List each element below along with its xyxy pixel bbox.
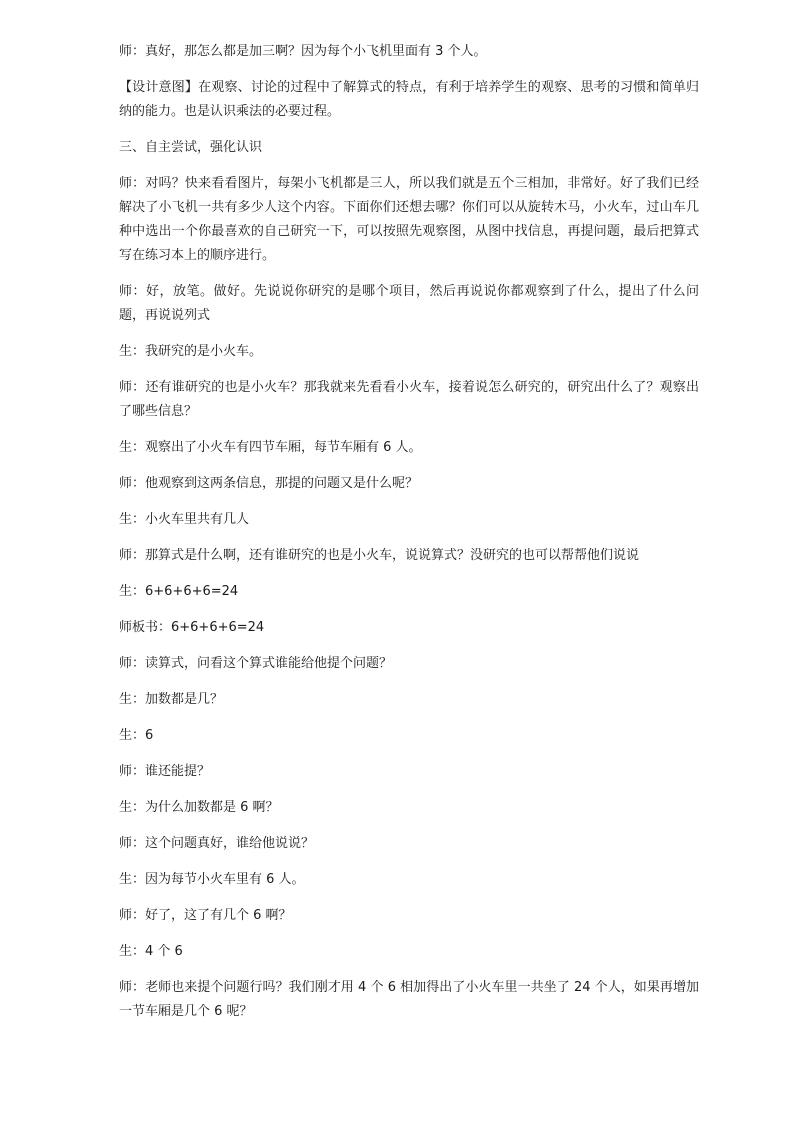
dialogue-line: 生：观察出了小火车有四节车厢，每节车厢有 6 人。 [119, 440, 422, 455]
dialogue-line: 生：因为每节小火车里有 6 人。 [119, 872, 305, 887]
dialogue-line: 生：6 [119, 728, 154, 743]
dialogue-line: 师：对吗？快来看看图片，每架小飞机都是三人，所以我们就是五个三相加，非常好。好了我们已经解决了小飞机一共有多少人这个内容。下面你们还想去哪？你们可以从旋转木马，小火车，过山车几种中选出一个你最喜欢的自己研究一下，可以按照先观察图，从图中找信息，再提问题，最后把算式写在练习本上的顺序进行。 [119, 176, 699, 263]
dialogue-line: 师：读算式，问看这个算式谁能给他提个问题？ [119, 656, 393, 671]
design-intent-paragraph: 【设计意图】在观察、讨论的过程中了解算式的特点，有利于培养学生的观察、思考的习惯和简单归纳的能力。也是认识乘法的必要过程。 [119, 80, 699, 119]
dialogue-line: 师：好，放笔。做好。先说说你研究的是哪个项目，然后再说说你都观察到了什么，提出了什么问题，再说说列式 [119, 284, 699, 323]
section-heading: 三、自主尝试，强化认识 [119, 140, 263, 155]
dialogue-line: 生：我研究的是小火车。 [119, 344, 263, 359]
dialogue-line: 师：好了，这了有几个 6 啊？ [119, 908, 292, 923]
dialogue-line: 师：老师也来提个问题行吗？我们刚才用 4 个 6 相加得出了小火车里一共坐了 24 个人，如果再增加一节车厢是几个 6 呢？ [119, 980, 699, 1019]
document-body [119, 40, 699, 1036]
dialogue-line: 生：小火车里共有几人 [119, 512, 250, 527]
board-writing-line: 师板书：6+6+6+6=24 [119, 620, 265, 635]
dialogue-line: 师：他观察到这两条信息，那提的问题又是什么呢？ [119, 476, 419, 491]
dialogue-line: 师：还有谁研究的也是小火车？那我就来先看看小火车，接着说怎么研究的，研究出什么了？观察出了哪些信息？ [119, 380, 699, 419]
dialogue-line: 生：6+6+6+6=24 [119, 584, 239, 599]
dialogue-line: 师：这个问题真好，谁给他说说？ [119, 836, 315, 851]
dialogue-line: 生：为什么加数都是 6 啊？ [119, 800, 279, 815]
dialogue-line: 生：4 个 6 [119, 944, 183, 959]
dialogue-line: 师：那算式是什么啊，还有谁研究的也是小火车，说说算式？没研究的也可以帮帮他们说说 [119, 548, 640, 563]
dialogue-line: 生：加数都是几？ [119, 692, 224, 707]
dialogue-line: 师：谁还能提？ [119, 764, 211, 779]
dialogue-line: 师：真好，那怎么都是加三啊？因为每个小飞机里面有 3 个人。 [119, 44, 487, 59]
